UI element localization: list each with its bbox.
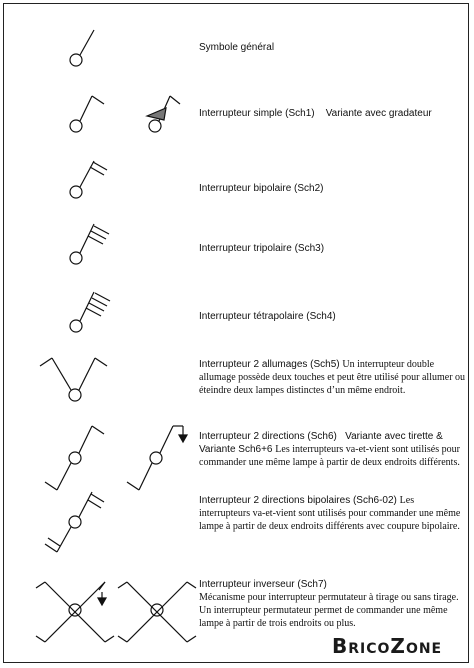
item-title: Interrupteur tétrapolaire (Sch4) [199, 311, 336, 322]
item-title: Interrupteur 2 directions (Sch6) Variante avec tirette & Variante Sch6+6 [199, 431, 446, 455]
symbol-intermediate-switch [36, 582, 114, 642]
item-title: Interrupteur simple (Sch1) Variante avec gradateur [199, 108, 432, 119]
item-description: Mécanisme pour interrupteur permutateur à tirage ou sans tirage. Un interrupteur permutateur permet de commander une même lampe à partir de trois endroits ou plus. [199, 592, 459, 629]
symbol-dimmer-variant [147, 96, 180, 132]
item-title: Interrupteur 2 allumages (Sch5) [199, 359, 340, 370]
label-tetrapolar-switch [199, 310, 467, 323]
symbol-two-way-pull-cord [127, 426, 187, 490]
symbol-double-switch [40, 358, 107, 401]
symbol-simple-switch [70, 96, 104, 132]
item-title: Interrupteur bipolaire (Sch2) [199, 183, 324, 194]
symbol-general [70, 30, 94, 66]
label-simple-switch [199, 107, 467, 120]
logo-text: RICO [348, 641, 391, 657]
symbol-tetrapolar-switch [70, 292, 110, 332]
symbol-intermediate-switch-variant [118, 582, 196, 642]
item-title: Interrupteur 2 directions bipolaires (Sch6-02) [199, 495, 397, 506]
logo-letter: Z [390, 634, 406, 658]
label-intermediate-switch [199, 578, 467, 630]
item-title: Interrupteur tripolaire (Sch3) [199, 243, 325, 254]
item-description: Les interrupteurs va-et-vient sont utilisés pour commander une même lampe à partir de deux endroits différents avec coupure bipolaire. [199, 495, 461, 532]
symbol-two-way-switch [45, 426, 104, 490]
label-two-way-bipolar-switch [199, 494, 467, 533]
symbol-bipolar-switch [70, 161, 107, 198]
item-description: Un interrupteur double allumage possède deux touches et peut être utilisé pour allumer ou éteindre deux lampes distinctes d’un même endroit. [199, 359, 466, 396]
label-tripolar-switch [199, 242, 467, 255]
logo-letter: B [332, 634, 349, 658]
item-description: Les interrupteurs va-et-vient sont utilisés pour commander une même lampe à partir de deux endroits différents. [199, 444, 460, 468]
label-general-symbol [199, 41, 467, 54]
label-two-way-switch [199, 430, 467, 469]
item-title: Symbole général [199, 42, 275, 53]
bricozone-logo [332, 634, 472, 664]
item-title: Interrupteur inverseur (Sch7) [199, 579, 327, 590]
label-double-switch [199, 358, 467, 397]
symbol-tripolar-switch [70, 224, 109, 264]
label-bipolar-switch [199, 182, 467, 195]
symbol-two-way-bipolar-switch [45, 492, 104, 552]
logo-text: ONE [405, 641, 443, 657]
